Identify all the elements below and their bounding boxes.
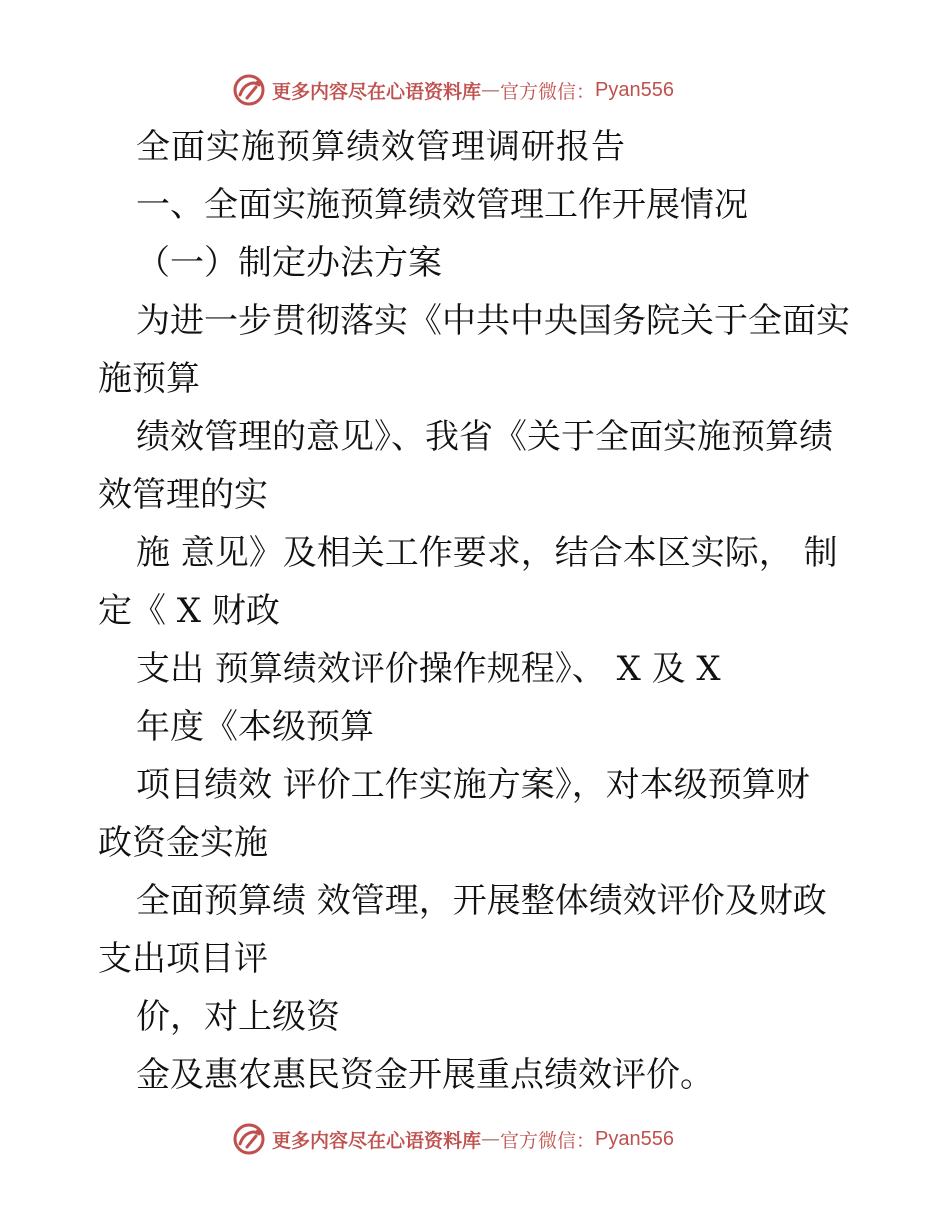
document-body bbox=[98, 118, 858, 1104]
paragraph-line: 施 意见》及相关工作要求，结合本区实际， 制 bbox=[136, 533, 838, 573]
paragraph-line: 全面预算绩 效管理，开展整体绩效评价及财政 bbox=[136, 881, 827, 921]
brand-logo-icon bbox=[232, 73, 266, 107]
paragraph-line: 政资金实施 bbox=[98, 823, 268, 863]
paragraph-line: 施预算 bbox=[98, 359, 200, 399]
watermark-footer bbox=[232, 1122, 674, 1156]
paragraph-line: 支出 预算绩效评价操作规程》、 X 及 X bbox=[136, 649, 721, 689]
watermark-main-text: 更多内容尽在心语资料库 bbox=[272, 80, 482, 103]
watermark-main-text: 更多内容尽在心语资料库 bbox=[272, 1129, 482, 1152]
section-heading: 一、全面实施预算绩效管理工作开展情况 bbox=[136, 185, 748, 225]
paragraph-line: 金及惠农惠民资金开展重点绩效评价。 bbox=[136, 1055, 714, 1095]
paragraph-line: 定《 X 财政 bbox=[98, 591, 280, 631]
watermark-dash: — bbox=[481, 79, 501, 101]
brand-logo-icon bbox=[232, 1122, 266, 1156]
document-title: 全面实施预算绩效管理调研报告 bbox=[136, 127, 626, 167]
watermark-header bbox=[232, 73, 674, 107]
paragraph-line: 绩效管理的意见》、我省《关于全面实施预算绩 bbox=[136, 417, 833, 457]
paragraph-line: 价，对上级资 bbox=[136, 997, 340, 1037]
paragraph-line: 为进一步贯彻落实《中共中央国务院关于全面实 bbox=[136, 301, 850, 341]
watermark-wechat-id: Pyan556 bbox=[595, 78, 674, 101]
watermark-wechat-label: 官方微信： bbox=[500, 1129, 596, 1152]
subsection-heading: （一）制定办法方案 bbox=[136, 243, 442, 283]
paragraph-line: 年度《本级预算 bbox=[136, 707, 374, 747]
watermark-wechat-id: Pyan556 bbox=[595, 1127, 674, 1150]
paragraph-line: 项目绩效 评价工作实施方案》，对本级预算财 bbox=[136, 765, 810, 805]
paragraph-line: 效管理的实 bbox=[98, 475, 268, 515]
watermark-dash: — bbox=[481, 1128, 501, 1150]
watermark-wechat-label: 官方微信： bbox=[500, 80, 596, 103]
paragraph-line: 支出项目评 bbox=[98, 939, 268, 979]
